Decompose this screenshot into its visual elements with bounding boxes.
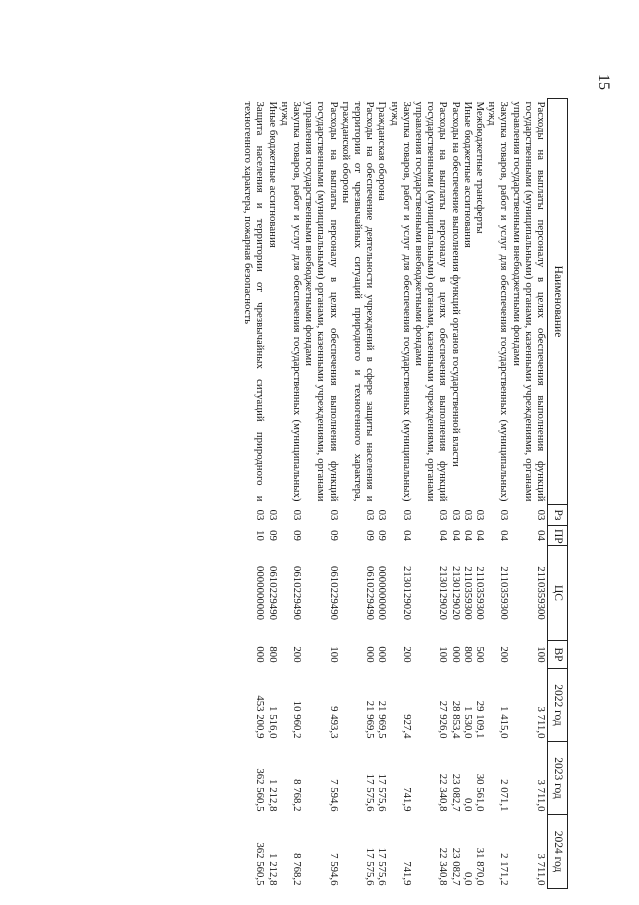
table-header-row bbox=[548, 99, 568, 889]
row-vr: 100 bbox=[327, 646, 340, 663]
row-vr: 500 bbox=[473, 646, 486, 663]
row-vr: 000 bbox=[449, 646, 462, 663]
table-row bbox=[242, 99, 266, 889]
header-cs: ЦС bbox=[548, 546, 568, 641]
row-name: Иные бюджетные ассигнования bbox=[266, 101, 279, 248]
budget-table bbox=[242, 98, 568, 889]
row-rz: 03 bbox=[437, 509, 450, 521]
header-rz: Рз bbox=[548, 505, 568, 526]
row-rz: 03 bbox=[535, 509, 547, 521]
row-pr: 09 bbox=[376, 530, 389, 541]
row-2023: 17 575,6 bbox=[376, 773, 389, 812]
row-2022: 10 960,2 bbox=[290, 700, 303, 739]
table-row bbox=[449, 99, 461, 889]
row-pr: 10 bbox=[254, 530, 267, 541]
row-rz: 03 bbox=[400, 509, 413, 521]
row-2024: 0,0 bbox=[461, 872, 474, 886]
row-vr: 800 bbox=[461, 646, 474, 663]
row-2024: 1 212,8 bbox=[266, 853, 279, 886]
row-name: Расходы на выплаты персоналу в целях обеспечения выполнения функций государственными (муниципальными) органами, казенными учреждениями, органами управления государственными внебюджетными фондами bbox=[303, 101, 340, 502]
row-2023: 7 594,6 bbox=[327, 779, 340, 812]
row-pr: 09 bbox=[364, 530, 377, 541]
row-pr: 04 bbox=[535, 530, 547, 541]
table-row bbox=[303, 99, 340, 889]
row-rz: 03 bbox=[254, 509, 267, 521]
row-name: Гражданская оборона bbox=[376, 101, 389, 201]
row-vr: 200 bbox=[400, 646, 413, 663]
row-pr: 04 bbox=[498, 530, 511, 541]
page-number: 15 bbox=[595, 74, 612, 90]
table-row bbox=[474, 99, 486, 889]
row-vr: 100 bbox=[437, 646, 450, 663]
row-name: Расходы на выплаты персоналу в целях обеспечения выполнения функций государственными (муниципальными) органами, казенными учреждениями, органами управления государственными внебюджетными фондами bbox=[412, 101, 450, 502]
row-2022: 3 711,0 bbox=[535, 706, 547, 739]
row-pr: 09 bbox=[266, 530, 279, 541]
row-cs: 0610229490 bbox=[266, 566, 279, 620]
row-2024: 17 575,6 bbox=[376, 847, 389, 886]
row-vr: 200 bbox=[290, 646, 303, 663]
row-rz: 03 bbox=[364, 509, 377, 521]
row-vr: 000 bbox=[376, 646, 389, 663]
row-name: Закупка товаров, работ и услуг для обеспечения государственных (муниципальных) нужд bbox=[278, 101, 303, 502]
table-row bbox=[486, 99, 510, 889]
table-row bbox=[376, 99, 388, 889]
row-cs: 2130129020 bbox=[437, 566, 450, 620]
row-2022: 453 200,9 bbox=[254, 695, 267, 739]
row-2024: 22 340,8 bbox=[437, 847, 450, 886]
table-row bbox=[388, 99, 412, 889]
row-2022: 21 969,5 bbox=[376, 700, 389, 739]
row-cs: 2130129020 bbox=[400, 566, 413, 620]
row-pr: 04 bbox=[400, 530, 413, 541]
row-cs: 0610229490 bbox=[327, 566, 340, 620]
row-rz: 03 bbox=[461, 509, 474, 521]
row-2024: 17 575,6 bbox=[364, 847, 377, 886]
row-2022: 1 516,0 bbox=[266, 706, 279, 739]
row-2024: 3 711,0 bbox=[535, 853, 547, 886]
row-2024: 8 768,2 bbox=[290, 853, 303, 886]
row-vr: 800 bbox=[266, 646, 279, 663]
row-cs: 0000000000 bbox=[376, 566, 389, 620]
row-pr: 09 bbox=[327, 530, 340, 541]
row-name: Закупка товаров, работ и услуг для обеспечения государственных (муниципальных) нужд bbox=[388, 101, 413, 502]
row-2024: 7 594,6 bbox=[327, 853, 340, 886]
row-pr: 04 bbox=[449, 530, 462, 541]
header-2024: 2024 год bbox=[548, 815, 568, 889]
row-2022: 27 926,0 bbox=[437, 700, 450, 739]
row-2023: 23 082,7 bbox=[449, 773, 462, 812]
table-row bbox=[462, 99, 474, 889]
row-cs: 2130129020 bbox=[449, 566, 462, 620]
row-vr: 100 bbox=[535, 646, 547, 663]
row-rz: 03 bbox=[290, 509, 303, 521]
row-2024: 2 171,2 bbox=[498, 853, 511, 886]
row-name: Защита населения и территории от чрезвычайных ситуаций природного и техногенного характера, пожарная безопасность bbox=[242, 101, 267, 502]
row-name: Иные бюджетные ассигнования bbox=[461, 101, 474, 248]
header-pr: ПР bbox=[548, 526, 568, 546]
header-vr: ВР bbox=[548, 641, 568, 669]
row-name: Расходы на обеспечение выполнения функций органов государственной власти bbox=[449, 101, 462, 467]
row-name: Расходы на выплаты персоналу в целях обеспечения выполнения функций государственными (муниципальными) органами, казенными учреждениями, органами управления государственными внебюджетными фондами bbox=[510, 101, 547, 502]
row-2022: 29 109,1 bbox=[473, 700, 486, 739]
table-row bbox=[413, 99, 450, 889]
table-row bbox=[279, 99, 303, 889]
row-2024: 741,9 bbox=[400, 861, 413, 886]
row-cs: 2110359300 bbox=[461, 566, 474, 620]
row-name: Закупка товаров, работ и услуг для обеспечения государственных (муниципальных) нужд bbox=[486, 101, 511, 502]
row-2022: 28 853,4 bbox=[449, 700, 462, 739]
row-cs: 0610229490 bbox=[364, 566, 377, 620]
row-rz: 03 bbox=[473, 509, 486, 521]
row-2023: 30 561,0 bbox=[473, 773, 486, 812]
budget-table-rotated bbox=[113, 98, 568, 888]
row-pr: 09 bbox=[290, 530, 303, 541]
table-row bbox=[340, 99, 377, 889]
table-row bbox=[510, 99, 547, 889]
header-name: Наименование bbox=[548, 99, 568, 505]
row-vr: 200 bbox=[498, 646, 511, 663]
header-2023: 2023 год bbox=[548, 742, 568, 815]
row-2023: 362 560,5 bbox=[254, 768, 267, 812]
row-vr: 000 bbox=[364, 646, 377, 663]
row-cs: 0000000000 bbox=[254, 566, 267, 620]
row-rz: 03 bbox=[327, 509, 340, 521]
row-2023: 741,9 bbox=[400, 787, 413, 812]
row-name: Расходы на обеспечение деятельности учреждений в сфере защиты населения и территории от чрезвычайных ситуаций природного и техногенного характера, гражданской обороны bbox=[339, 101, 377, 502]
row-2024: 31 870,0 bbox=[473, 847, 486, 886]
row-cs: 2110359300 bbox=[473, 566, 486, 620]
row-pr: 04 bbox=[461, 530, 474, 541]
row-rz: 03 bbox=[266, 509, 279, 521]
row-rz: 03 bbox=[376, 509, 389, 521]
row-cs: 0610229490 bbox=[290, 566, 303, 620]
header-2022: 2022 год bbox=[548, 669, 568, 742]
row-vr: 000 bbox=[254, 646, 267, 663]
row-2024: 362 560,5 bbox=[254, 842, 267, 886]
row-rz: 03 bbox=[498, 509, 511, 521]
row-pr: 04 bbox=[437, 530, 450, 541]
row-2023: 2 071,1 bbox=[498, 779, 511, 812]
row-2022: 9 493,3 bbox=[327, 706, 340, 739]
row-pr: 04 bbox=[473, 530, 486, 541]
row-cs: 2110359300 bbox=[498, 566, 511, 620]
row-2023: 3 711,0 bbox=[535, 779, 547, 812]
row-name: Межбюджетные трансферты bbox=[473, 101, 486, 234]
row-2022: 927,4 bbox=[400, 714, 413, 739]
row-2023: 0,0 bbox=[461, 798, 474, 812]
row-2022: 1 530,0 bbox=[461, 706, 474, 739]
row-rz: 03 bbox=[449, 509, 462, 521]
row-2023: 8 768,2 bbox=[290, 779, 303, 812]
row-2022: 21 969,5 bbox=[364, 700, 377, 739]
row-2022: 1 415,0 bbox=[498, 706, 511, 739]
table-row bbox=[266, 99, 278, 889]
row-2023: 17 575,6 bbox=[364, 773, 377, 812]
row-2023: 22 340,8 bbox=[437, 773, 450, 812]
row-2023: 1 212,8 bbox=[266, 779, 279, 812]
row-cs: 2110359300 bbox=[535, 566, 547, 620]
row-2024: 23 082,7 bbox=[449, 847, 462, 886]
